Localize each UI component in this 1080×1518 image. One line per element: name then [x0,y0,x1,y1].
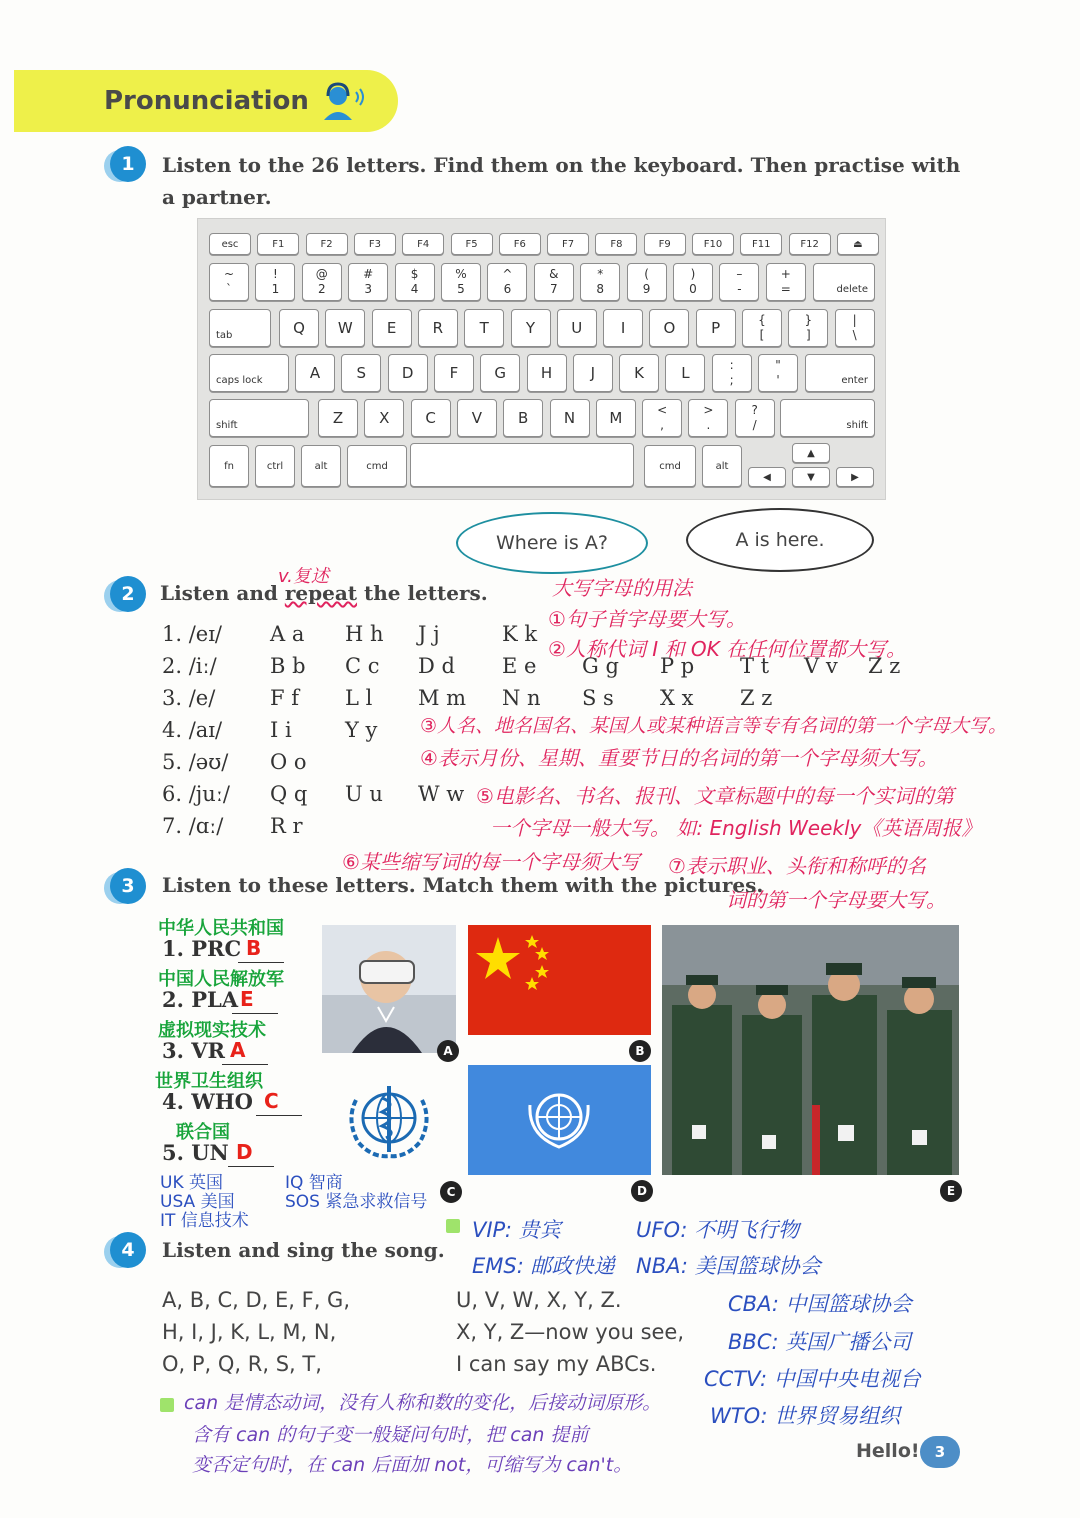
note-abbr-left [160,1174,249,1231]
key-o: O [649,309,689,347]
note-wto: WTO: 世界贸易组织 [710,1404,901,1428]
letter-pair: S s [582,686,614,710]
match-abbreviation: 5. UN [162,1140,229,1165]
letter-pair: D d [418,654,455,678]
note-ufo: UFO: 不明飞行物 [636,1218,800,1242]
match-answer: C [264,1089,279,1113]
phonetic-symbol: 7. /ɑː/ [162,814,224,838]
key-num-1: ! 1 [255,263,295,301]
key-1: F1 [257,233,299,255]
key-sym-a-0: : ; [712,354,752,392]
note-capital-2: ②人称代词 I 和 OK 在任何位置都大写。 [548,637,907,661]
key-cmd: cmd [347,445,407,487]
key-num-8: * 8 [580,263,620,301]
letter-pair: X x [660,686,694,710]
note-vip: VIP: 贵宾 [472,1218,561,1242]
phonetic-symbol: 5. /əʊ/ [162,750,229,774]
letter-pair: H h [345,622,384,646]
letter-pair: B b [270,654,306,678]
note-nba: NBA: 美国篮球协会 [636,1254,821,1278]
letter-pair: Y y [345,718,378,742]
phonetic-symbol: 6. /juː/ [162,782,230,806]
key-13: ⏏ [837,233,879,255]
letter-pair: P p [660,654,695,678]
song-line: U, V, W, X, Y, Z. [456,1288,622,1312]
note-ems: EMS: 邮政快递 [472,1254,615,1278]
match-chinese-meaning: 中华人民共和国 [158,918,284,939]
key-arrow-left: ◀ [748,467,786,487]
picture-tag-a: A [437,1040,459,1062]
exercise-4-number: 4 [110,1232,146,1268]
note-can-3: 变否定句时，在 can 后面加 not，可缩写为 can't。 [192,1454,633,1476]
key-alt-right: alt [702,445,742,487]
picture-tag-d: D [631,1180,653,1202]
key-m: M [596,399,636,437]
key-w: W [325,309,365,347]
key-tab: tab [209,309,271,347]
note-capital-5a: ⑤电影名、书名、报刊、文章标题中的每一个实词的第 [476,784,954,808]
key-arrow-right: ▶ [836,467,874,487]
key-num-3: # 3 [348,263,388,301]
key-ctrl: ctrl [255,445,295,487]
note-uk: UK 英国 [160,1173,223,1193]
picture-who-logo [342,1080,436,1160]
key-sym-a-1: " ' [758,354,798,392]
highlight-mark [160,1398,174,1412]
song-left-column [162,1284,350,1380]
letter-pair: N n [502,686,541,710]
key-u: U [557,309,597,347]
letter-pair: A a [270,622,305,646]
letter-pair: V v [804,654,838,678]
key-n: N [550,399,590,437]
answer-text: A is here. [735,529,825,551]
key-x: X [364,399,404,437]
exercise-4-instruction: Listen and sing the song. [162,1238,445,1262]
match-abbreviation: 4. WHO [162,1089,253,1114]
note-abbr-mid [285,1174,427,1212]
key-enter: enter [805,354,875,392]
key-l: L [665,354,705,392]
key-sym-q-2: | \ [835,309,875,347]
key-h: H [527,354,567,392]
key-r: R [418,309,458,347]
key-alt: alt [301,445,341,487]
letter-pair: O o [270,750,307,774]
key-q: Q [279,309,319,347]
letter-pair: Q q [270,782,308,806]
key-num-11: – - [719,263,759,301]
key-2: F2 [306,233,348,255]
picture-vr-boy [322,925,456,1053]
note-iq: IQ 智商 [285,1173,343,1193]
key-j: J [573,354,613,392]
match-answer: A [230,1038,246,1062]
key-caps-lock: caps lock [209,354,289,392]
speech-bubble-question [456,512,648,574]
key-a: A [295,354,335,392]
key-d: D [388,354,428,392]
key-f: F [434,354,474,392]
match-chinese-meaning: 世界卫生组织 [155,1071,263,1092]
picture-tag-e: E [940,1180,962,1202]
key-space [410,443,634,487]
key-z: Z [318,399,358,437]
match-abbreviation: 2. PLA [162,987,239,1012]
letter-pair: J j [418,622,440,646]
song-right-column [456,1284,684,1380]
exercise-1-number: 1 [110,146,146,182]
answer-blank[interactable] [238,962,284,963]
key-num-9: ( 9 [627,263,667,301]
letter-pair: Z z [868,654,901,678]
key-k: K [619,354,659,392]
song-line: A, B, C, D, E, F, G, [162,1288,351,1312]
picture-pla-soldiers [662,925,959,1175]
key-cmd-right: cmd [644,445,696,487]
key-3: F3 [354,233,396,255]
instruction-part: Listen and [160,581,285,605]
letter-pair: L l [345,686,373,710]
note-capital-6: ⑥某些缩写词的每一个字母须大写 [342,850,640,874]
note-capital-3: ③人名、地名国名、某国人或某种语言等专有名词的第一个字母大写。 [420,715,1008,737]
key-y: Y [511,309,551,347]
letter-pair: C c [345,654,380,678]
key-11: F11 [740,233,782,255]
answer-blank[interactable] [256,1115,302,1116]
note-usa: USA 美国 [160,1192,235,1212]
match-answer: D [236,1140,253,1164]
key-0: esc [209,233,251,255]
key-t: T [464,309,504,347]
picture-tag-b: B [629,1040,651,1062]
note-capital-7a: ⑦表示职业、头衔和称呼的名 [668,854,926,878]
key-shift-right: shift [780,399,875,437]
match-answer: B [246,936,262,960]
key-v: V [457,399,497,437]
letter-pair: U u [345,782,383,806]
letter-pair: T t [740,654,770,678]
key-num-0: ~ ` [209,263,249,301]
note-bbc: BBC: 英国广播公司 [728,1330,912,1354]
key-arrow-down: ▼ [792,467,830,487]
key-num-2: @ 2 [302,263,342,301]
key-sym-z-2: ? / [735,399,775,437]
picture-china-flag [468,925,651,1035]
key-shift-left: shift [209,399,309,437]
song-line: O, P, Q, R, S, T, [162,1352,322,1376]
headset-icon [320,82,366,122]
key-num-5: % 5 [441,263,481,301]
match-answer: E [240,987,254,1011]
key-12: F12 [789,233,831,255]
exercise-2-number: 2 [110,576,146,612]
key-num-6: ^ 6 [487,263,527,301]
key-num-7: & 7 [534,263,574,301]
match-abbreviation: 1. PRC [162,936,242,961]
key-9: F9 [644,233,686,255]
phonetic-symbol: 2. /iː/ [162,654,217,678]
key-8: F8 [595,233,637,255]
keyboard-image [197,218,886,500]
song-line: X, Y, Z—now you see, [456,1320,685,1344]
key-i: I [603,309,643,347]
note-capital-title: 大写字母的用法 [552,576,692,600]
section-title: Pronunciation [104,86,309,116]
answer-blank[interactable] [222,1064,268,1065]
exercise-3-instruction: Listen to these letters. Match them with the pictures. [162,873,764,897]
footer-unit: Hello! [856,1440,920,1462]
letter-pair: M m [418,686,467,710]
key-sym-z-1: > . [688,399,728,437]
letter-pair: Z z [740,686,773,710]
key-6: F6 [499,233,541,255]
match-chinese-meaning: 中国人民解放军 [158,969,284,990]
letter-pair: R r [270,814,303,838]
key-b: B [503,399,543,437]
note-can-1: can 是情态动词，没有人称和数的变化，后接动词原形。 [184,1392,662,1414]
key-sym-z-0: < , [642,399,682,437]
instruction-repeat-word: repeat [284,581,358,605]
key-arrow-up: ▲ [792,443,830,463]
key-4: F4 [402,233,444,255]
speech-bubble-answer [686,508,874,572]
exercise-1-instruction-line2: a partner. [162,185,272,209]
answer-blank[interactable] [232,1013,278,1014]
match-chinese-meaning: 联合国 [176,1122,230,1143]
key-5: F5 [451,233,493,255]
question-text: Where is A? [496,532,608,554]
phonetic-symbol: 1. /eɪ/ [162,622,223,646]
picture-un-flag [468,1065,651,1175]
key-g: G [480,354,520,392]
song-line: H, I, J, K, L, M, N, [162,1320,337,1344]
answer-blank[interactable] [228,1166,274,1167]
phonetic-symbol: 4. /aɪ/ [162,718,223,742]
key-c: C [411,399,451,437]
exercise-3-number: 3 [110,868,146,904]
song-line: I can say my ABCs. [456,1352,657,1376]
match-chinese-meaning: 虚拟现实技术 [158,1020,266,1041]
note-cba: CBA: 中国篮球协会 [728,1292,912,1316]
instruction-part: the letters. [357,581,488,605]
note-sos: SOS 紧急求救信号 [285,1192,428,1212]
note-capital-7b: 词的第一个字母要大写。 [726,888,946,912]
letter-pair: F f [270,686,300,710]
letter-pair: K k [502,622,538,646]
key-num-4: $ 4 [395,263,435,301]
letter-pair: I i [270,718,292,742]
key-s: S [341,354,381,392]
key-sym-q-1: } ] [788,309,828,347]
key-fn: fn [209,445,249,487]
phonetic-symbol: 3. /e/ [162,686,216,710]
exercise-1-instruction-line1: Listen to the 26 letters. Find them on the keyboard. Then practise with [162,153,961,177]
key-num-10: ) 0 [673,263,713,301]
key-num-12: + = [766,263,806,301]
key-sym-q-0: { [ [742,309,782,347]
key-10: F10 [692,233,734,255]
highlight-mark [446,1219,460,1233]
key-p: P [696,309,736,347]
key-delete: delete [813,263,875,301]
key-e: E [372,309,412,347]
picture-tag-c: C [440,1181,462,1203]
page-number: 3 [920,1436,960,1468]
note-can-2: 含有 can 的句子变一般疑问句时，把 can 提前 [192,1424,589,1446]
note-it: IT 信息技术 [160,1211,249,1231]
note-repeat: v.复述 [278,566,329,587]
match-abbreviation: 3. VR [162,1038,225,1063]
note-capital-4: ④表示月份、星期、重要节日的名词的第一个字母须大写。 [420,746,938,770]
key-7: F7 [547,233,589,255]
note-cctv: CCTV: 中国中央电视台 [704,1367,921,1391]
letter-pair: E e [502,654,537,678]
note-capital-1: ①句子首字母要大写。 [548,607,746,631]
letter-pair: W w [418,782,465,806]
note-capital-5b: 一个字母一般大写。 如: English Weekly《英语周报》 [490,816,982,840]
letter-pair: G g [582,654,619,678]
